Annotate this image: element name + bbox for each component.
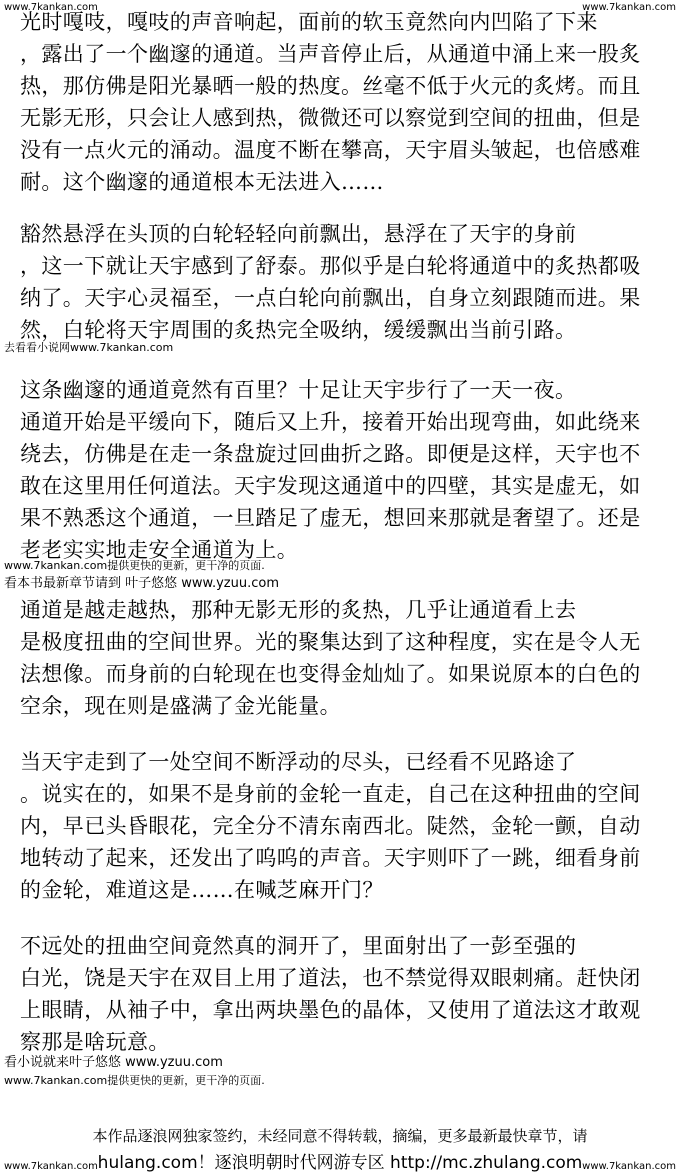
text-line: 地转动了起来，还发出了呜呜的声音。天宇则吓了一跳，细看身前: [20, 846, 641, 870]
paragraph-3: [20, 374, 664, 566]
text-line: 果不熟悉这个通道，一旦踏足了虚无，想回来那就是奢望了。还是: [20, 506, 641, 530]
text-line: 法想像。而身前的白轮现在也变得金灿灿了。如果说原本的白色的: [20, 662, 641, 686]
text-line: 上眼睛，从袖子中，拿出两块墨色的晶体，又使用了道法这才敢观: [20, 998, 641, 1022]
promo-link-zhulang[interactable]: hulang.com！逐浪明朝时代网游专区 http://mc.zhulang.com: [97, 1153, 583, 1173]
watermark-bottom-left: www.7kankan.com: [4, 1161, 98, 1172]
text-line: 老老实实地走安全通道为上。: [20, 538, 299, 562]
text-line: 敢在这里用任何道法。天宇发现这通道中的四壁，其实是虚无，如: [20, 474, 641, 498]
text-line: 没有一点火元的涌动。温度不断在攀高，天宇眉头皱起，也倍感难: [20, 138, 641, 162]
paragraph-5: [20, 746, 664, 906]
text-line: 白光，饶是天宇在双目上用了道法，也不禁觉得双眼刺痛。赶快闭: [20, 966, 641, 990]
text-line: 然，白轮将天宇周围的炙热完全吸纳，缓缓飘出当前引路。: [20, 318, 577, 342]
paragraph-6: [20, 930, 664, 1058]
watermark-top-left: www.7kankan.com: [4, 2, 98, 13]
copyright-notice: 本作品逐浪网独家签约，未经同意不得转载，摘编，更多最新最快章节，请: [92, 1127, 588, 1145]
text-line: 这条幽邃的通道竟然有百里？十足让天宇步行了一天一夜。: [20, 378, 577, 402]
text-line: 空余，现在则是盛满了金光能量。: [20, 694, 341, 718]
text-line: 是极度扭曲的空间世界。光的聚集达到了这种程度，实在是令人无: [20, 630, 641, 654]
paragraph-1: [20, 6, 664, 198]
text-line: 通道是越走越热，那种无影无形的炙热，几乎让通道看上去: [20, 598, 577, 622]
watermark-top-right: www.7kankan.com: [582, 2, 676, 13]
text-line: 的金轮，难道这是……在喊芝麻开门？: [20, 878, 384, 902]
text-line: 察那是啥玩意。: [20, 1030, 170, 1054]
text-line: 通道开始是平缓向下，随后又上升，接着开始出现弯曲，如此绕来: [20, 410, 641, 434]
ad-link-yzuu[interactable]: 看本书最新章节请到 叶子悠悠 www.yzuu.com: [4, 576, 279, 591]
text-line: 绕去，仿佛是在走一条盘旋过回曲折之路。即便是这样，天宇也不: [20, 442, 641, 466]
text-line: ，露出了一个幽邃的通道。当声音停止后，从通道中涌上来一股炙: [20, 42, 641, 66]
ad-link-7kankan[interactable]: 去看看小说网www.7kankan.com: [4, 341, 174, 354]
text-line: 纳了。天宇心灵福至，一点白轮向前飘出，自身立刻跟随而进。果: [20, 286, 641, 310]
ad-link-yzuu-2[interactable]: 看小说就来叶子悠悠 www.yzuu.com: [4, 1055, 223, 1070]
text-line: 内，早已头昏眼花，完全分不清东南西北。陡然，金轮一颤，自动: [20, 814, 641, 838]
paragraph-4: [20, 594, 664, 722]
ad-note-update[interactable]: www.7kankan.com提供更快的更新，更干净的页面.: [4, 559, 265, 572]
paragraph-2: [20, 218, 664, 346]
ad-note-update-2[interactable]: www.7kankan.com提供更快的更新，更干净的页面.: [4, 1074, 265, 1087]
text-line: 无影无形，只会让人感到热，微微还可以察觉到空间的扭曲，但是: [20, 106, 641, 130]
text-line: 热，那仿佛是阳光暴晒一般的热度。丝毫不低于火元的炙烤。而且: [20, 74, 641, 98]
text-line: 当天宇走到了一处空间不断浮动的尽头，已经看不见路途了: [20, 750, 577, 774]
text-line: 不远处的扭曲空间竟然真的洞开了，里面射出了一彭至强的: [20, 934, 577, 958]
text-line: ，这一下就让天宇感到了舒泰。那似乎是白轮将通道中的炙热都吸: [20, 254, 641, 278]
text-line: 。说实在的，如果不是身前的金轮一直走，自己在这种扭曲的空间: [20, 782, 641, 806]
text-line: 豁然悬浮在头顶的白轮轻轻向前飘出，悬浮在了天宇的身前: [20, 222, 577, 246]
watermark-bottom-right: www.7kankan.com: [582, 1161, 676, 1172]
text-line: 光时嘎吱，嘎吱的声音响起，面前的软玉竟然向内凹陷了下来: [20, 10, 598, 34]
text-line: 耐。这个幽邃的通道根本无法进入……: [20, 170, 384, 194]
